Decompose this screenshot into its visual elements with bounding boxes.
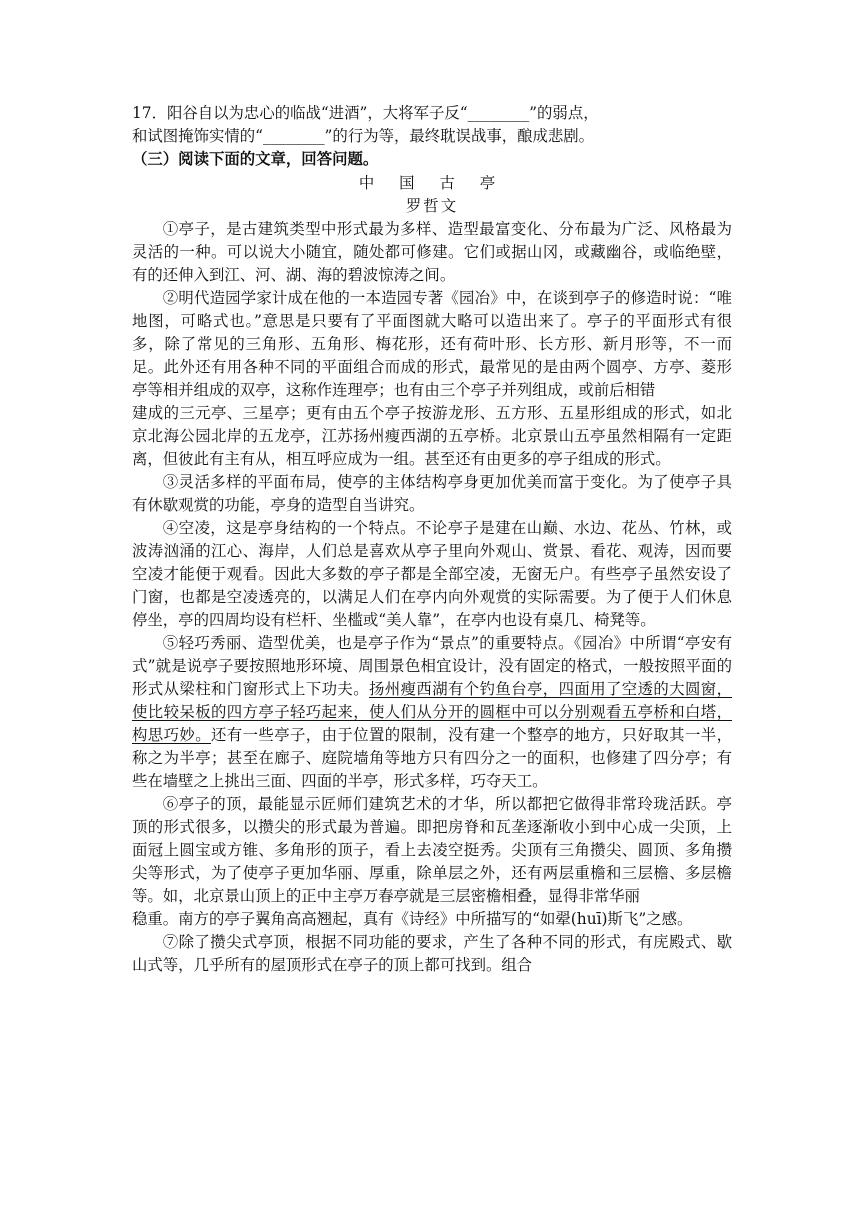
paragraph-2-part-1: ②明代造园学家计成在他的一本造园专著《园冶》中，在谈到亭子的修造时说：“唯地图，可略式也。”意思是只要有了平面图就大略可以造出来了。亭子的平面形式有很多，除了常见的三角形、五角形、梅花形，还有荷叶形、长方形、新月形等，不一而足。此外还有用各种不同的平面组合而成的形式，最常见的是由两个圆亭、方亭、菱形亭等相并组成的双亭，这称作连理亭；也有由三个亭子并列组成，或前后相错 bbox=[132, 289, 732, 399]
paragraph-6-part-1: ⑥亭子的顶，最能显示匠师们建筑艺术的才华，所以都把它做得非常玲珑活跃。亭顶的形式很多，以攒尖的形式最为普遍。即把房脊和瓦垄逐渐收小到中心成一尖顶，上面冠上圆宝或方锥、多角形的顶子，看上去凌空挺秀。尖顶有三角攒尖、圆顶、多角攒尖等形式，为了使亭子更加华丽、厚重，除单层之外，还有两层重檐和三层檐、多层檐等。如，北京景山顶上的正中主亭万春亭就是三层密檐相叠，显得非常华丽 bbox=[132, 795, 732, 905]
paragraph-6-part-2: 稳重。南方的亭子翼角高高翘起，真有《诗经》中所描写的“如翚(huī)斯飞”之感。 bbox=[132, 910, 693, 928]
question-17-line-1: 17．阳谷自以为忠心的临战“进酒”，大将军子反“________”的弱点， bbox=[132, 104, 599, 122]
paragraph-1: ①亭子，是古建筑类型中形式最为多样、造型最富变化、分布最为广泛、风格最为灵活的一种。可以说大小随宜，随处都可修建。它们或据山冈，或藏幽谷，或临绝壁，有的还伸入到江、河、湖、海的碧波惊涛之间。 bbox=[132, 220, 732, 284]
paragraph-2-part-2: 建成的三元亭、三星亭；更有由五个亭子按游龙形、五方形、五星形组成的形式，如北京北海公园北岸的五龙亭，江苏扬州瘦西湖的五亭桥。北京景山五亭虽然相隔有一定距离，但彼此有主有从，相互呼应成为一组。甚至还有由更多的亭子组成的形式。 bbox=[132, 404, 732, 468]
paragraph-3: ③灵活多样的平面布局，使亭的主体结构亭身更加优美而富于变化。为了使亭子具有休歇观赏的功能，亭身的造型自当讲究。 bbox=[132, 473, 732, 514]
paragraph-5-underlined-sentence: 扬州瘦西湖有个钓鱼台亭，四面用了空透的大圆窗，使比较呆板的四方亭子轻巧起来，使人们从分开的圆框中可以分别观看五亭桥和白塔，构思巧妙。 bbox=[132, 680, 732, 744]
paragraph-7: ⑦除了攒尖式亭顶，根据不同功能的要求，产生了各种不同的形式，有庑殿式、歇山式等，几乎所有的屋顶形式在亭子的顶上都可找到。组合 bbox=[132, 933, 732, 974]
section-heading: （三）阅读下面的文章，回答问题。 bbox=[132, 150, 379, 168]
paragraph-5-text-after: 还有一些亭子，由于位置的限制，没有建一个整亭的地方，只好取其一半，称之为半亭；甚至在廊子、庭院墙角等地方只有四分之一的面积，也修建了四分亭；有些在墙壁之上挑出三面、四面的半亭，形式多样，巧夺天工。 bbox=[132, 726, 732, 790]
article-author: 罗哲文 bbox=[405, 197, 459, 215]
document-body bbox=[132, 102, 732, 977]
paragraph-5 bbox=[132, 632, 732, 793]
paragraph-5-text-before: ⑤轻巧秀丽、造型优美，也是亭子作为“景点”的重要特点。《园冶》中所谓“亭安有式”就是说亭子要按照地形环境、周围景色相宜设计，没有固定的格式，一般按照平面的形式从梁柱和门窗形式上下功夫。 bbox=[132, 634, 732, 698]
question-17-line-2: 和试图掩饰实情的“________”的行为等，最终耽误战事，酿成悲剧。 bbox=[132, 127, 595, 145]
article-title: 中 国 古 亭 bbox=[358, 174, 506, 192]
paragraph-4: ④空凌，这是亭身结构的一个特点。不论亭子是建在山巅、水边、花丛、竹林，或波涛汹涌的江心、海岸，人们总是喜欢从亭子里向外观山、赏景、看花、观涛，因而要空凌才能便于观看。因此大多数的亭子都是全部空凌，无窗无户。有些亭子虽然安设了门窗，也都是空凌透亮的，以满足人们在亭内向外观赏的实际需要。为了便于人们休息停坐，亭的四周均设有栏杆、坐槛或“美人靠”，在亭内也设有桌几、椅凳等。 bbox=[132, 519, 732, 629]
